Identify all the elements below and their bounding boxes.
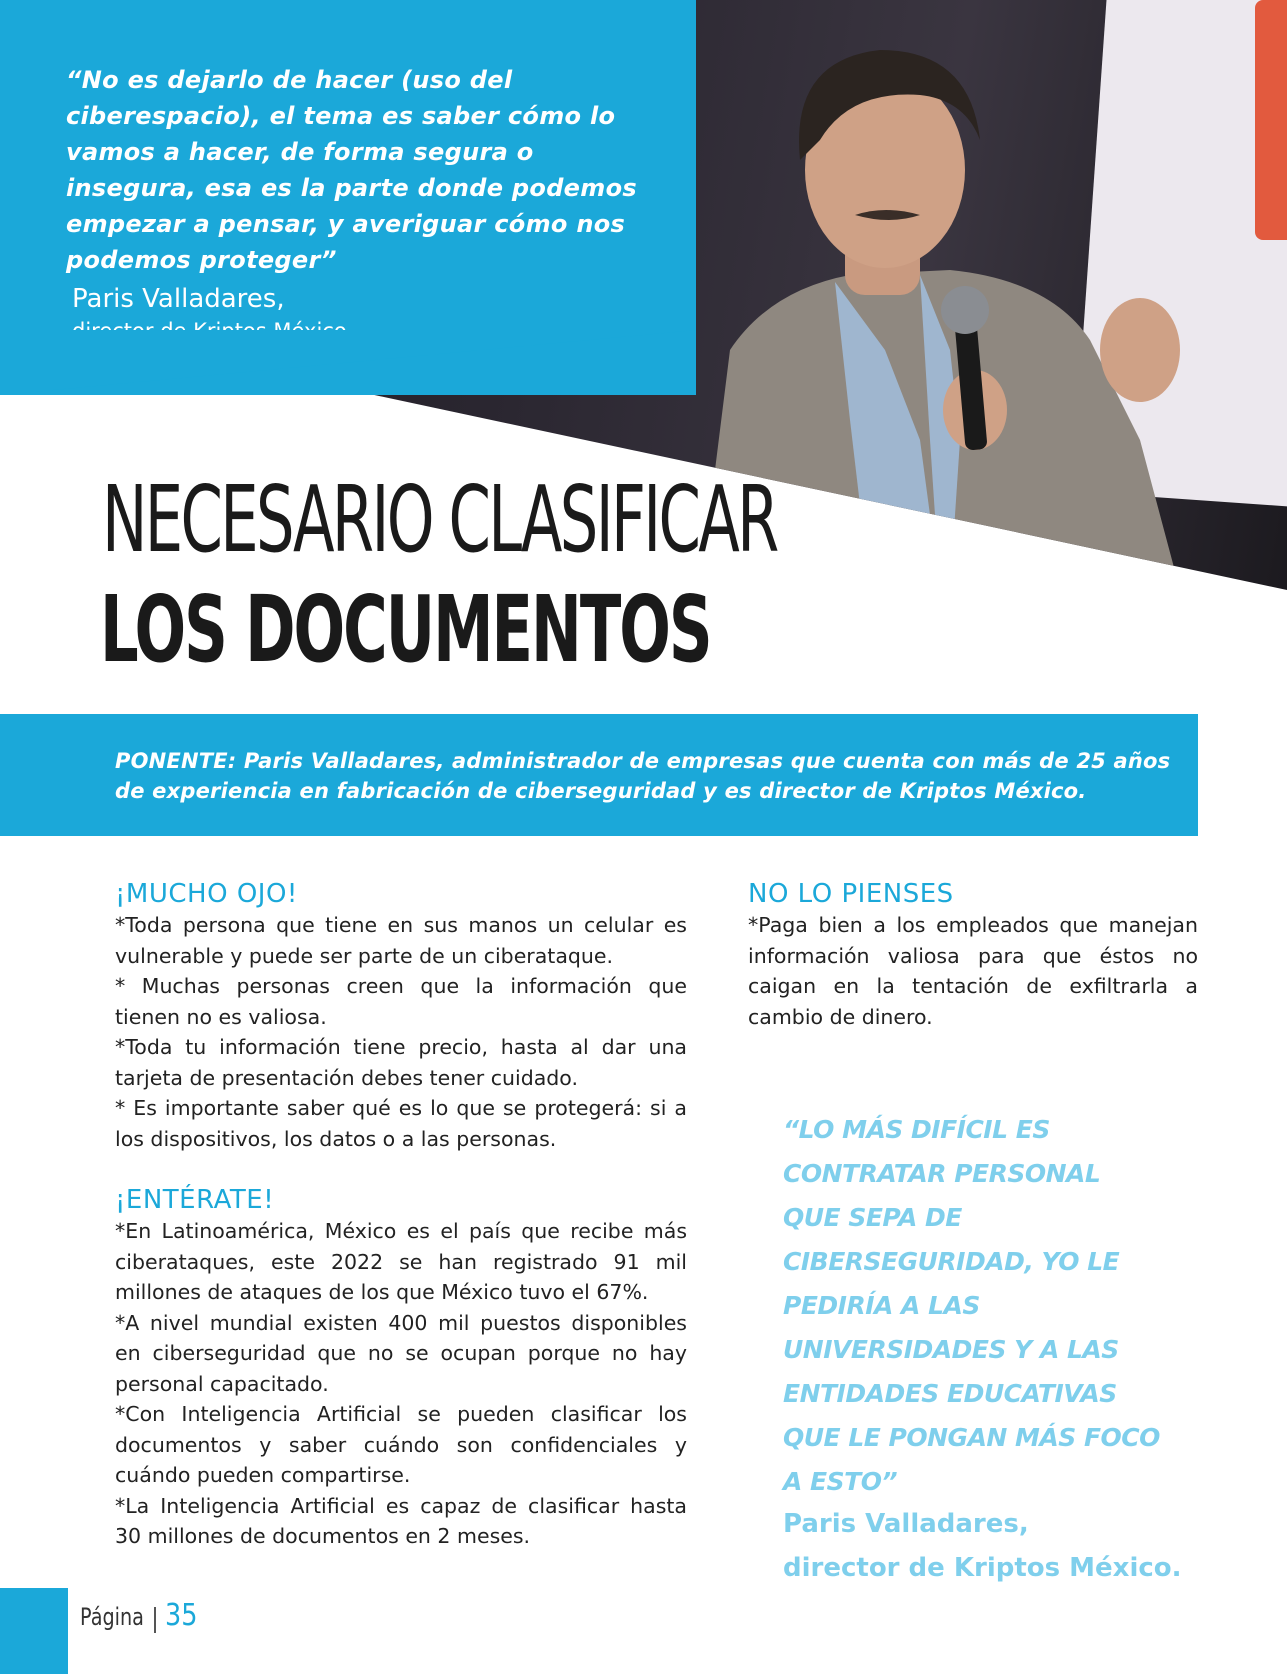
section-heading-no-lo-pienses: NO LO PIENSES	[748, 879, 954, 909]
list-item: *La Inteligencia Artificial es capaz de clasificar hasta 30 millones de documentos en 2 meses.	[115, 1493, 687, 1548]
speaker-info-bar	[0, 714, 1198, 836]
pull-quote-role: director de Kriptos México.	[783, 1553, 1182, 1583]
hero-quote-text: “No es dejarlo de hacer (uso del ciberespacio), el tema es saber cómo lo vamos a hacer, de forma segura o insegura, esa es la parte donde podemos empezar a pensar, y averiguar cómo nos podemos proteger”	[66, 66, 637, 274]
section-heading-enterate: ¡ENTÉRATE!	[115, 1185, 275, 1215]
list-item: *Con Inteligencia Artificial se pueden clasificar los documentos y saber cuándo son confidenciales y cuándo pueden compartirse.	[115, 1402, 687, 1487]
list-item: *Toda persona que tiene en sus manos un celular es vulnerable y puede ser parte de un ciberataque.	[115, 913, 687, 968]
left-column	[115, 878, 687, 1552]
hero-quote-author: Paris Valladares,	[72, 284, 285, 314]
page-label: Página	[80, 1603, 144, 1631]
page-number: 35	[165, 1598, 198, 1633]
quote-box-corner	[0, 330, 696, 395]
list-item: * Es importante saber qué es lo que se protegerá: si a los dispositivos, los datos o a las personas.	[115, 1096, 687, 1151]
speaker-info-text: PONENTE: Paris Valladares, administrador de empresas que cuenta con más de 25 años de experiencia en fabricación de ciberseguridad y es director de Kriptos México.	[115, 749, 1171, 803]
footer-accent-block	[0, 1588, 68, 1674]
section-heading-mucho-ojo: ¡MUCHO OJO!	[115, 879, 298, 909]
hero-quote-role: director de Kriptos México.	[72, 319, 354, 343]
pull-quote-author: Paris Valladares,	[783, 1509, 1029, 1539]
list-item: *En Latinoamérica, México es el país que recibe más ciberataques, este 2022 se han registrado 91 mil millones de ataques de los que México tuvo el 67%.	[115, 1219, 687, 1304]
page-title-line1: NECESARIO CLASIFICAR	[102, 466, 777, 573]
list-item: * Muchas personas creen que la información que tienen no es valiosa.	[115, 974, 687, 1029]
page-title-line2: LOS DOCUMENTOS	[100, 576, 711, 683]
footer-divider	[154, 1607, 156, 1633]
list-item: *Toda tu información tiene precio, hasta al dar una tarjeta de presentación debes tener cuidado.	[115, 1035, 687, 1090]
list-item: *A nivel mundial existen 400 mil puestos disponibles en ciberseguridad que no se ocupan porque no hay personal capacitado.	[115, 1310, 687, 1396]
pull-quote-text: “LO MÁS DIFÍCIL ES CONTRATAR PERSONAL QUE SEPA DE CIBERSEGURIDAD, YO LE PEDIRÍA A LAS UNIVERSIDADES Y A LAS ENTIDADES EDUCATIVAS QUE LE PONGAN MÁS FOCO A ESTO”	[783, 1115, 1160, 1496]
right-column-text: *Paga bien a los empleados que manejan información valiosa para que éstos no caigan en la tentación de exfiltrarla a cambio de dinero.	[748, 913, 1198, 1029]
right-column	[748, 878, 1198, 1032]
